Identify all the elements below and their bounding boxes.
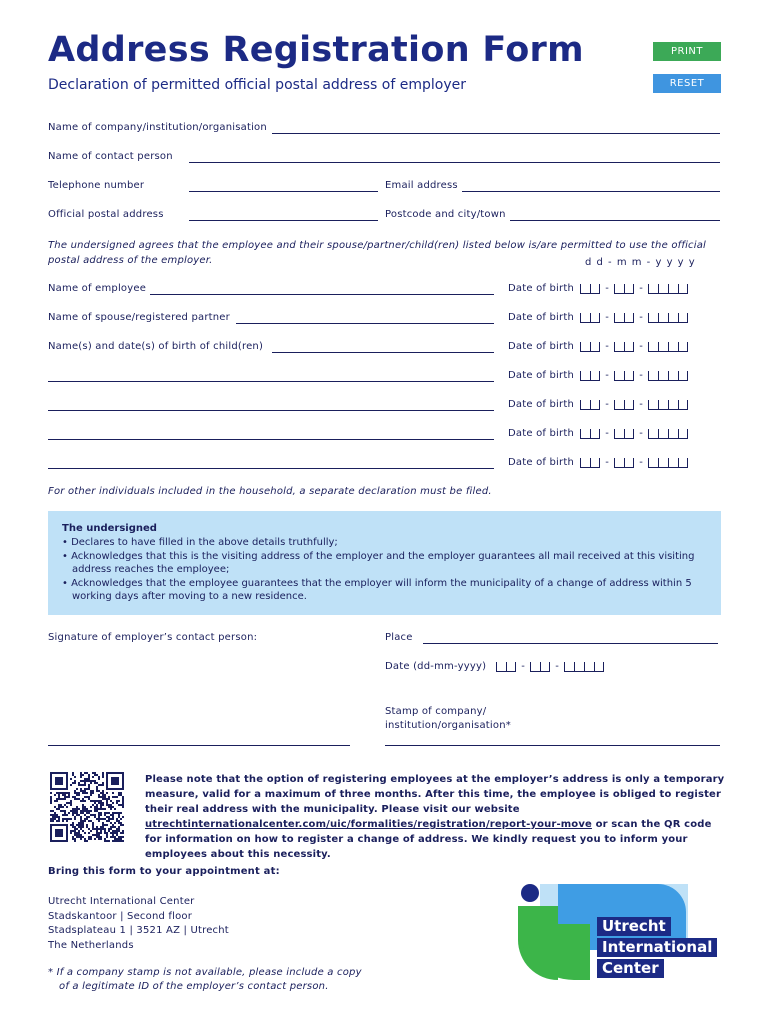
declaration-item: • Acknowledges that this is the visiting address of the employer and the employer guarantees all mail received at this visiting address reaches the employee;: [62, 550, 707, 577]
logo-text-center: Center: [597, 959, 664, 978]
employee-name-field[interactable]: [150, 294, 494, 295]
child-3-dob-label: Date of birth: [508, 399, 574, 410]
child-4-name-field[interactable]: [48, 439, 494, 440]
child-5-dob-boxes[interactable]: - -: [580, 456, 688, 468]
address-line: Utrecht International Center: [48, 896, 195, 907]
footnote-line-1: * If a company stamp is not available, please include a copy: [48, 967, 362, 978]
child-2-dob-label: Date of birth: [508, 370, 574, 381]
child-3-name-field[interactable]: [48, 410, 494, 411]
footnote-line-2: of a legitimate ID of the employer’s contact person.: [59, 981, 329, 992]
postal-field[interactable]: [189, 220, 378, 221]
company-field[interactable]: [272, 133, 720, 134]
appointment-head: Bring this form to your appointment at:: [48, 866, 280, 877]
phone-field[interactable]: [189, 191, 378, 192]
child-1-name-field[interactable]: [272, 352, 494, 353]
sign-date-label: Date (dd-mm-yyyy): [385, 661, 487, 672]
logo-text-international: International: [597, 938, 717, 957]
declaration-item: • Acknowledges that the employee guarantees that the employer will inform the municipality of a change of address within 5 working days after moving to a new residence.: [62, 577, 707, 604]
declaration-head: The undersigned: [62, 523, 157, 534]
page-title: Address Registration Form: [48, 30, 584, 70]
qr-code-icon: [50, 772, 124, 842]
declaration-item: • Declares to have filled in the above details truthfully;: [62, 536, 707, 550]
other-individuals-note: For other individuals included in the household, a separate declaration must be filed.: [48, 486, 492, 497]
sign-date-boxes[interactable]: - -: [496, 660, 604, 672]
company-label: Name of company/institution/organisation: [48, 122, 267, 133]
address-line: Stadsplateau 1 | 3521 AZ | Utrecht: [48, 925, 229, 936]
partner-dob-boxes[interactable]: - -: [580, 311, 688, 323]
child-1-dob-boxes[interactable]: - -: [580, 340, 688, 352]
stamp-label-2: institution/organisation*: [385, 720, 511, 731]
employee-name-label: Name of employee: [48, 283, 147, 294]
child-2-name-field[interactable]: [48, 381, 494, 382]
stamp-label-1: Stamp of company/: [385, 706, 487, 717]
place-label: Place: [385, 632, 413, 643]
employee-dob-label: Date of birth: [508, 283, 574, 294]
page-subtitle: Declaration of permitted official postal address of employer: [48, 77, 466, 93]
notice-text-2: or scan the QR code for information on how to register a change of address. We kindly request you to inform your employees about this necessity.: [145, 819, 712, 860]
child-1-name-label: Name(s) and date(s) of birth of child(ren): [48, 341, 264, 352]
email-label: Email address: [385, 180, 458, 191]
stamp-field[interactable]: [385, 745, 720, 746]
phone-label: Telephone number: [48, 180, 145, 191]
signature-label: Signature of employer’s contact person:: [48, 632, 258, 643]
child-4-dob-boxes[interactable]: - -: [580, 427, 688, 439]
partner-name-field[interactable]: [236, 323, 494, 324]
reset-button[interactable]: RESET: [653, 74, 721, 93]
postcode-label: Postcode and city/town: [385, 209, 506, 220]
date-format-hint: d d - m m - y y y y: [585, 257, 696, 268]
child-4-dob-label: Date of birth: [508, 428, 574, 439]
child-5-name-field[interactable]: [48, 468, 494, 469]
address-line: The Netherlands: [48, 939, 134, 951]
address-line: Stadskantoor | Second floor: [48, 910, 193, 922]
contact-label: Name of contact person: [48, 151, 173, 162]
partner-name-label: Name of spouse/registered partner: [48, 312, 230, 323]
employee-dob-boxes[interactable]: - -: [580, 282, 688, 294]
partner-dob-label: Date of birth: [508, 312, 574, 323]
print-button[interactable]: PRINT: [653, 42, 721, 61]
child-1-dob-label: Date of birth: [508, 341, 574, 352]
logo-text-utrecht: Utrecht: [597, 917, 671, 936]
website-link[interactable]: utrechtinternationalcenter.com/uic/formalities/registration/report-your-move: [145, 819, 592, 830]
signature-field[interactable]: [48, 745, 350, 746]
child-2-dob-boxes[interactable]: - -: [580, 369, 688, 381]
registration-notice: [145, 772, 725, 862]
child-5-dob-label: Date of birth: [508, 457, 574, 468]
email-field[interactable]: [462, 191, 720, 192]
postcode-field[interactable]: [510, 220, 720, 221]
contact-field[interactable]: [189, 162, 720, 163]
postal-label: Official postal address: [48, 209, 164, 220]
child-3-dob-boxes[interactable]: - -: [580, 398, 688, 410]
intro-text: The undersigned agrees that the employee and their spouse/partner/child(ren) listed below is/are permitted to use the official postal address of the employer.: [48, 240, 707, 266]
place-field[interactable]: [423, 643, 718, 644]
appointment-address: [48, 895, 229, 953]
declaration-box: [48, 511, 721, 615]
notice-text-1: Please note that the option of registering employees at the employer’s address is only a temporary measure, valid for a maximum of three months. After this time, the employee is obliged to register their real address with the municipality. Please visit our website: [145, 774, 725, 815]
